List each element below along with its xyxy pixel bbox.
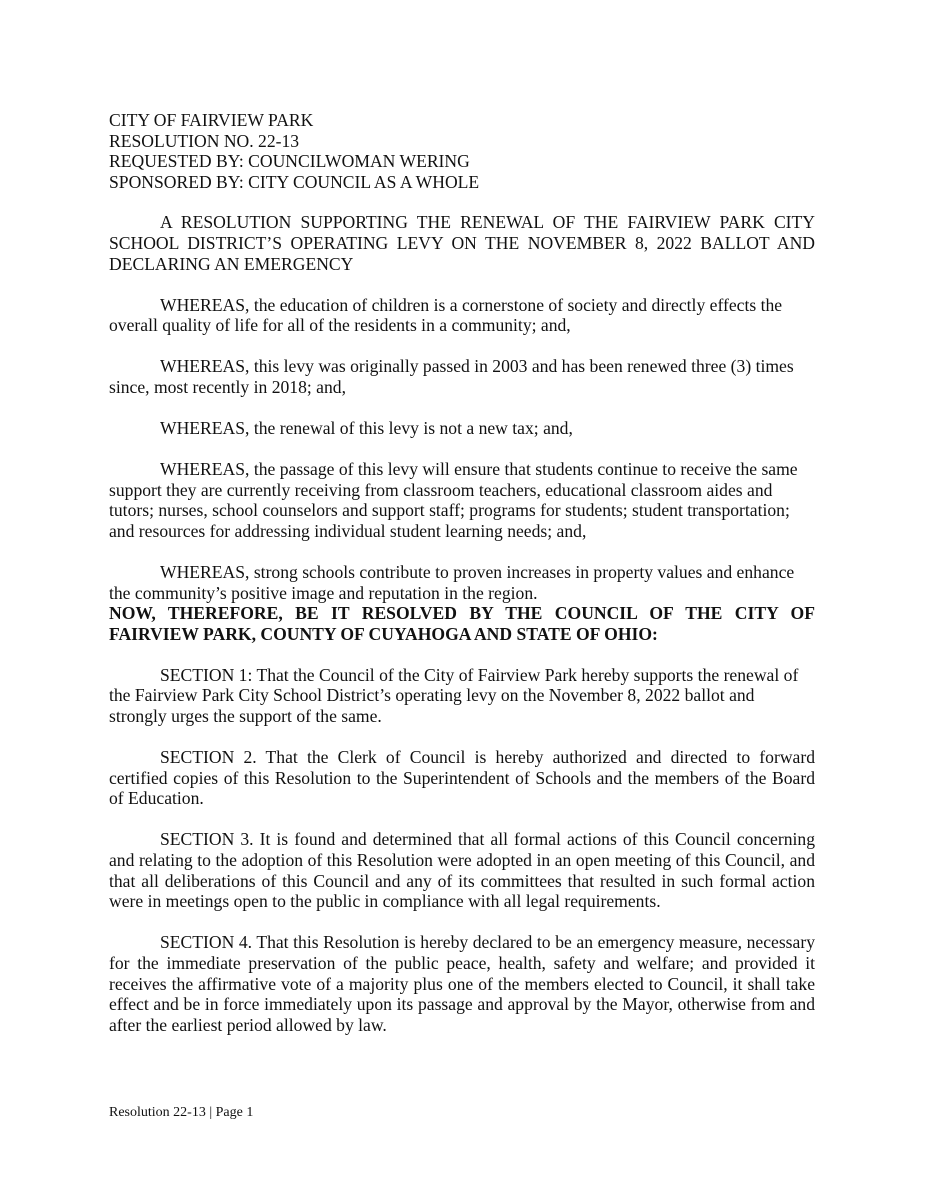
city-name: CITY OF FAIRVIEW PARK — [109, 110, 314, 130]
resolved-clause: NOW, THEREFORE, BE IT RESOLVED BY THE COUNCIL OF THE CITY OF FAIRVIEW PARK, COUNTY OF CUYAHOGA AND STATE OF OHIO: — [109, 603, 815, 644]
whereas-clause-2: WHEREAS, this levy was originally passed in 2003 and has been renewed three (3) times since, most recently in 2018; and, — [109, 356, 794, 397]
section-2: SECTION 2. That the Clerk of Council is hereby authorized and directed to forward certified copies of this Resolution to the Superintendent of Schools and the members of the Board of Education. — [109, 747, 815, 809]
section-1: SECTION 1: That the Council of the City of Fairview Park hereby supports the renewal of the Fairview Park City School District’s operating levy on the November 8, 2022 ballot and strongly urges the support of the same. — [109, 664, 799, 727]
sponsored-by: SPONSORED BY: CITY COUNCIL AS A WHOLE — [109, 171, 480, 192]
whereas-clause-1: WHEREAS, the education of children is a cornerstone of society and directly effects the overall quality of life for all of the residents in a community; and, — [109, 294, 783, 336]
section-3: SECTION 3. It is found and determined that all formal actions of this Council concerning and relating to the adoption of this Resolution were adopted in an open meeting of this Council, and that all deliberations of this Council and any of its committees that resulted in such formal action were in meetings open to the public in compliance with all legal requirements. — [109, 829, 815, 912]
document-header — [109, 110, 815, 192]
page-footer: Resolution 22-13 | Page 1 — [109, 1105, 254, 1120]
resolution-number: RESOLUTION NO. 22-13 — [109, 130, 300, 151]
resolution-page — [109, 110, 815, 1035]
whereas-clause-3: WHEREAS, the renewal of this levy is not a new tax; and, — [160, 418, 573, 439]
resolution-title: A RESOLUTION SUPPORTING THE RENEWAL OF THE FAIRVIEW PARK CITY SCHOOL DISTRICT’S OPERATING LEVY ON THE NOVEMBER 8, 2022 BALLOT AND DECLARING AN EMERGENCY — [109, 212, 815, 274]
whereas-clause-4: WHEREAS, the passage of this levy will ensure that students continue to receive the same support they are currently receiving from classroom teachers, educational classroom aides and tutors; nurses, school counselors and support staff; programs for students; student transportation; and resources for addressing individual student learning needs; and, — [109, 459, 798, 541]
section-4: SECTION 4. That this Resolution is hereby declared to be an emergency measure, necessary for the immediate preservation of the public peace, health, safety and welfare; and provided it receives the affirmative vote of a majority plus one of the members elected to Council, it shall take effect and be in force immediately upon its passage and approval by the Mayor, otherwise from and after the earliest period allowed by law. — [109, 932, 815, 1035]
requested-by: REQUESTED BY: COUNCILWOMAN WERING — [109, 151, 470, 172]
whereas-clause-5: WHEREAS, strong schools contribute to proven increases in property values and enhance the community’s positive image and reputation in the region. — [109, 562, 795, 603]
